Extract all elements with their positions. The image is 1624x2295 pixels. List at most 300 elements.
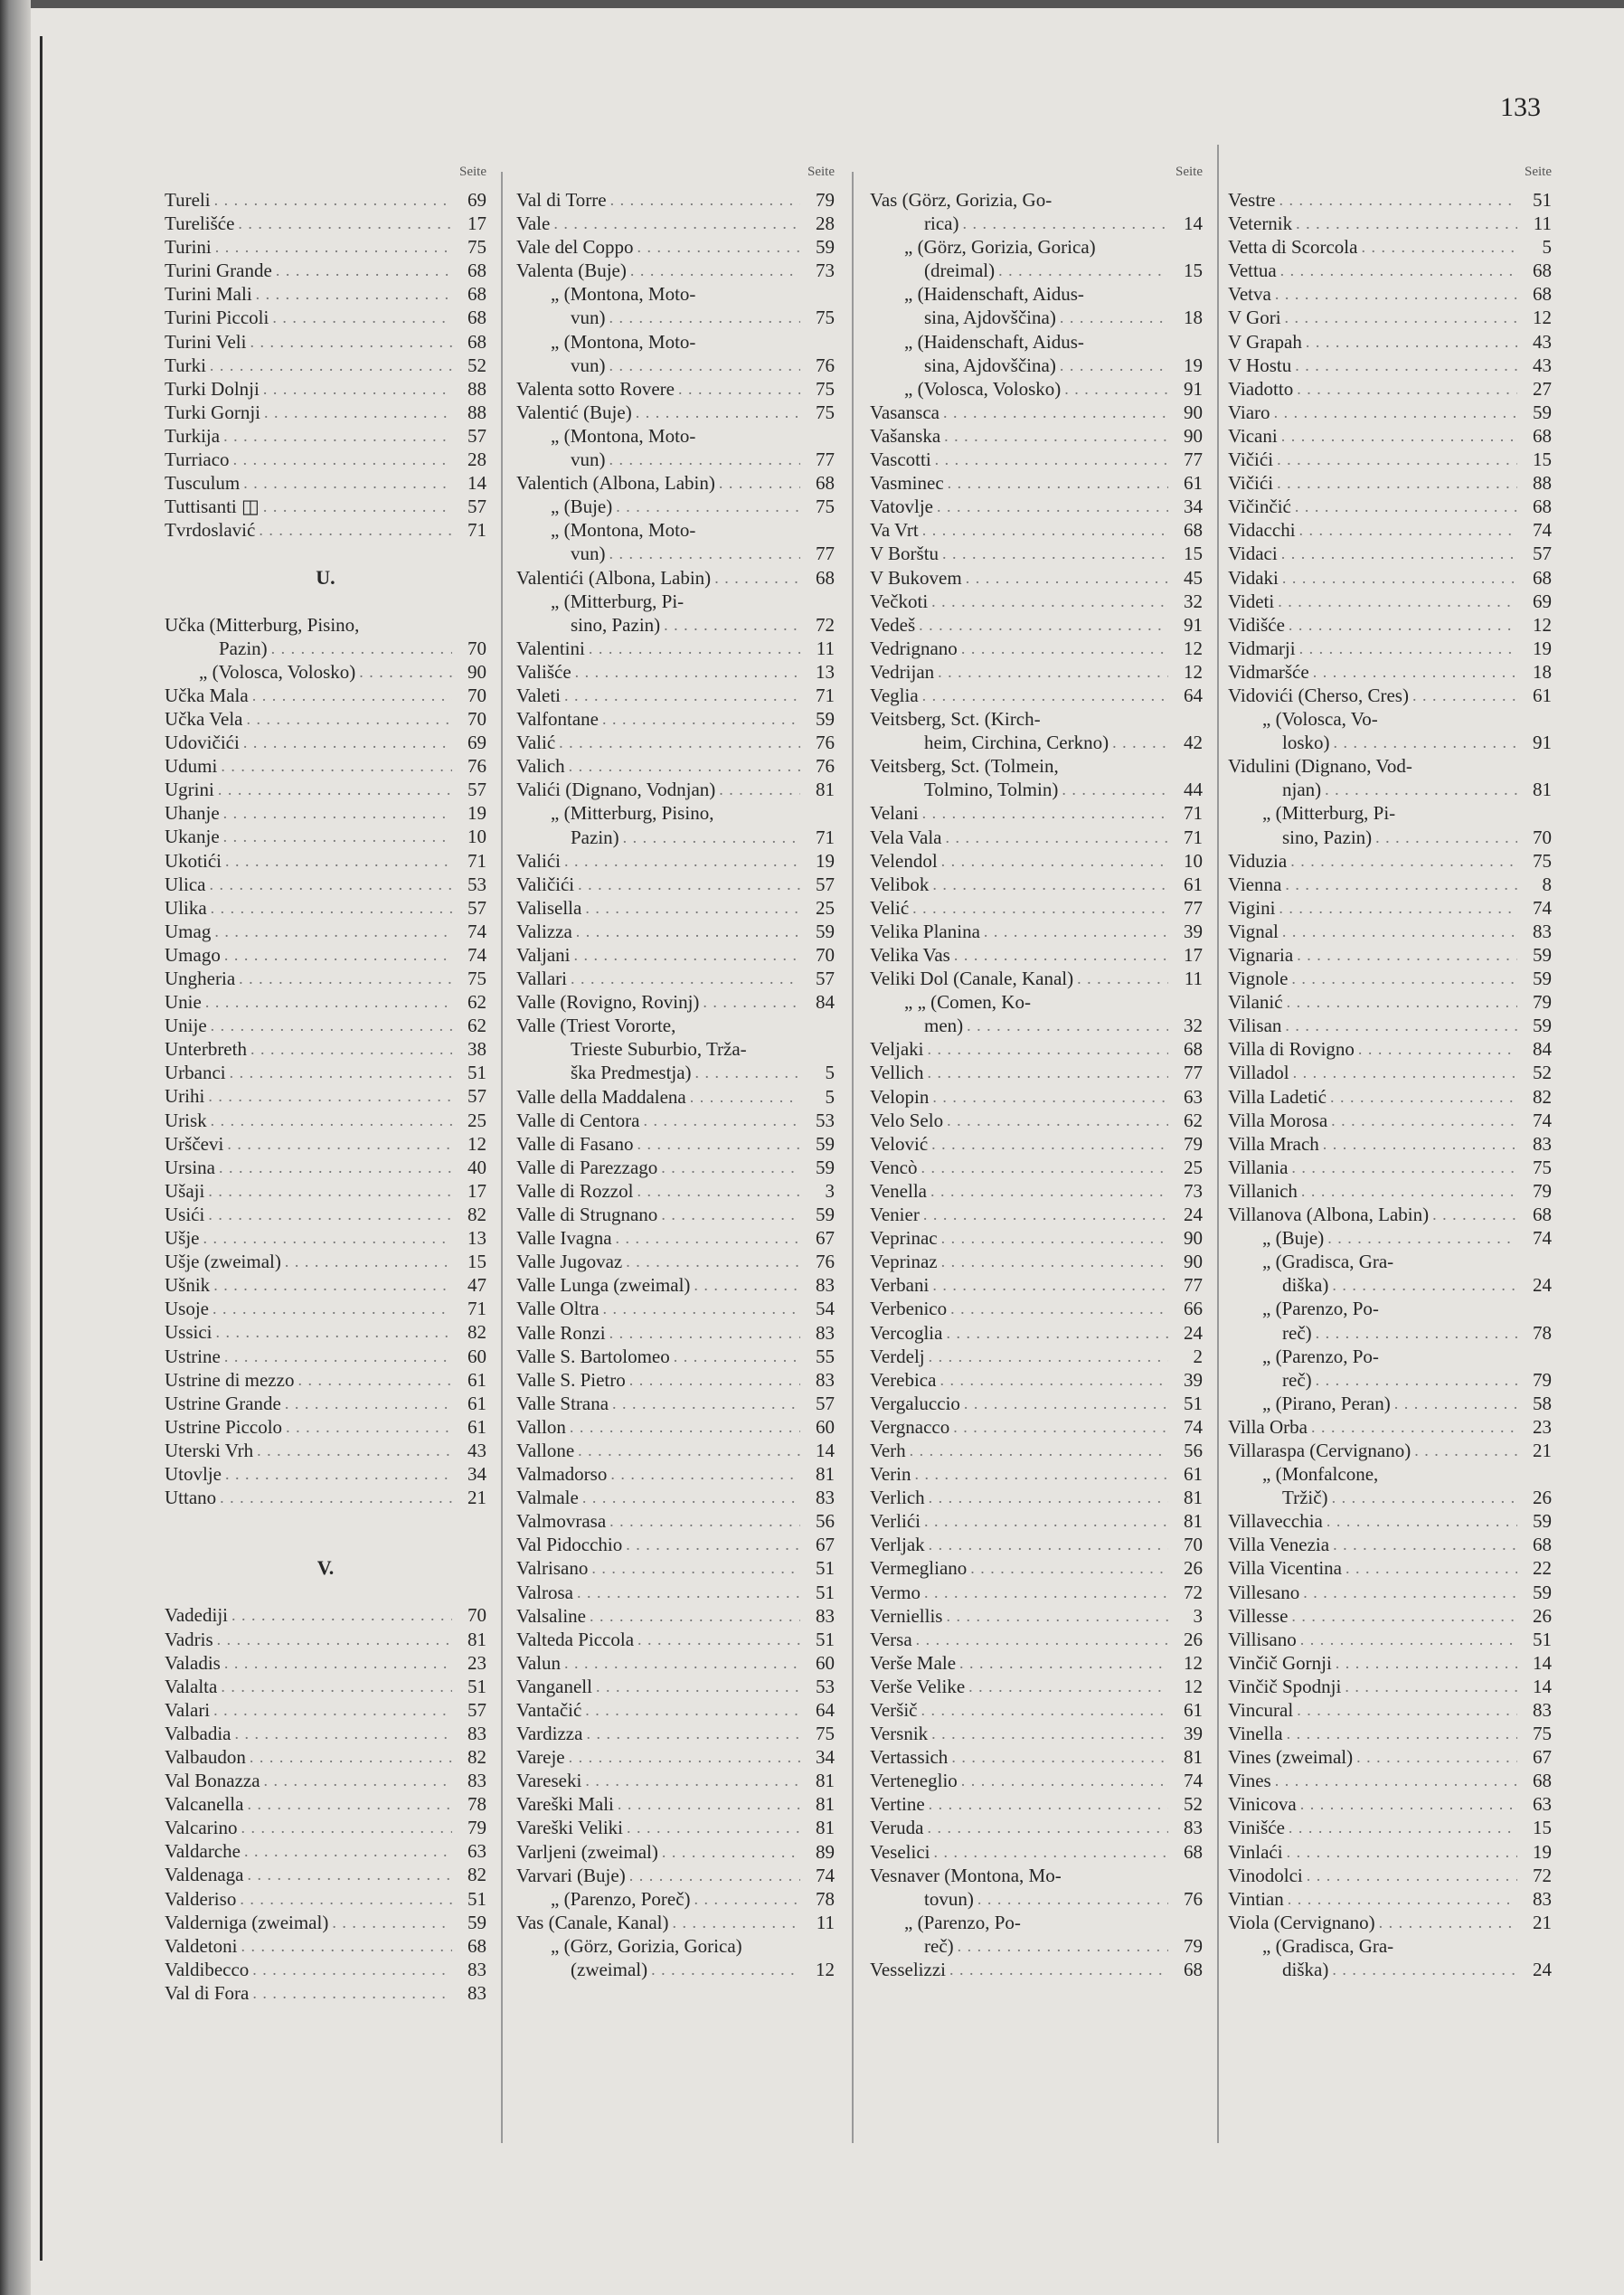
entry-text: Versnik	[870, 1723, 929, 1745]
leader-dots	[1280, 259, 1517, 282]
index-entry	[1228, 1226, 1552, 1250]
index-entry	[1228, 707, 1552, 754]
entry-text: Valenta sotto Rovere	[516, 377, 675, 400]
leader-dots	[609, 448, 801, 471]
entry-text: Veitsberg, Sct. (Kirch-	[870, 708, 1041, 731]
index-entry	[870, 1085, 1203, 1109]
entry-text: Utovlje	[165, 1462, 222, 1485]
index-entry	[1228, 1014, 1552, 1037]
index-entry	[1228, 849, 1552, 873]
leader-dots	[612, 1392, 800, 1415]
entry-text: Valun	[516, 1651, 561, 1674]
page-reference: 83	[1533, 1132, 1552, 1155]
entry-text: Vallari	[516, 968, 567, 990]
page-reference: 76	[816, 755, 835, 778]
index-entry	[1228, 1887, 1552, 1911]
index-entry	[1228, 1179, 1552, 1203]
entry-text: Verbani	[870, 1274, 930, 1297]
entry-text: Vedeš	[870, 613, 916, 636]
entry-text: „ (Parenzo, Po-	[1262, 1298, 1379, 1320]
entry-text: Tureli	[165, 189, 211, 211]
index-entry	[1228, 1604, 1552, 1628]
leader-dots	[209, 873, 452, 896]
index-entry	[516, 1368, 835, 1392]
index-entry	[870, 873, 1203, 896]
index-entry	[516, 707, 835, 731]
page-reference: 10	[467, 826, 486, 848]
leader-dots	[297, 1368, 452, 1392]
page-reference: 82	[467, 1746, 486, 1768]
leader-dots	[208, 1084, 452, 1108]
leader-dots	[1331, 1109, 1517, 1132]
entry-text: Verbenico	[870, 1298, 948, 1320]
leader-dots	[954, 943, 1168, 967]
entry-text: Veselici	[870, 1840, 930, 1863]
entry-text: Vilanić	[1228, 991, 1283, 1014]
entry-text: Vidulini (Dignano, Vod-	[1228, 755, 1412, 778]
index-entry	[1228, 354, 1552, 377]
entry-text: sino, Pazin)	[1282, 826, 1373, 848]
entry-text: Unterbreth	[165, 1038, 247, 1061]
page-reference: 68	[467, 260, 486, 282]
page-reference: 15	[1184, 260, 1203, 282]
page-reference: 59	[816, 1132, 835, 1155]
entry-text: Turini	[165, 236, 212, 259]
entry-text: Urbanci	[165, 1062, 226, 1084]
page-reference: 68	[1533, 1534, 1552, 1556]
entry-text: reč)	[924, 1934, 954, 1957]
leader-dots	[1316, 1321, 1517, 1345]
entry-text: Veliki Dol (Canale, Kanal)	[870, 968, 1074, 990]
page-reference: 83	[1533, 920, 1552, 942]
leader-dots	[931, 1132, 1168, 1156]
index-entry	[516, 660, 835, 684]
entry-text: reč)	[1282, 1368, 1312, 1391]
entry-text: Ursina	[165, 1156, 215, 1178]
index-entry	[516, 873, 835, 896]
page-reference: 51	[1184, 1392, 1203, 1414]
leader-dots	[944, 424, 1168, 448]
index-entry	[870, 1321, 1203, 1345]
index-entry	[516, 259, 835, 282]
entry-text: Val Pidocchio	[516, 1534, 623, 1556]
entry-text: Ušaji	[165, 1179, 205, 1202]
page-reference: 24	[1533, 1959, 1552, 1981]
leader-dots	[250, 330, 452, 354]
leader-dots	[573, 943, 800, 967]
entry-text: Veruda	[870, 1817, 924, 1839]
leader-dots	[609, 542, 801, 565]
leader-dots	[1345, 1675, 1517, 1698]
entry-text: Ustrine Piccolo	[165, 1415, 283, 1438]
leader-dots	[1289, 1816, 1517, 1839]
page-reference: 8	[1542, 873, 1552, 895]
index-entry	[165, 1156, 486, 1179]
index-entry	[165, 1273, 486, 1297]
page-reference: 21	[1533, 1911, 1552, 1933]
entry-text: Tržič)	[1282, 1487, 1328, 1509]
index-entry	[1228, 1911, 1552, 1934]
index-entry	[165, 518, 486, 542]
index-entry	[516, 1345, 835, 1368]
page-reference: 56	[816, 1510, 835, 1533]
entry-text: V Borštu	[870, 543, 939, 565]
page-reference: 45	[1184, 566, 1203, 589]
index-entry	[165, 825, 486, 848]
leader-dots	[211, 1014, 452, 1037]
index-entry	[870, 1556, 1203, 1580]
entry-text: „ (Mitterburg, Pi-	[1262, 802, 1396, 825]
page-reference: 73	[816, 260, 835, 282]
entry-text: ška Predmestja)	[571, 1062, 692, 1084]
entry-text: Vanganell	[516, 1675, 592, 1697]
leader-dots	[564, 1651, 800, 1675]
leader-dots	[1412, 684, 1517, 707]
index-entry	[516, 1864, 835, 1887]
page-reference: 14	[1184, 212, 1203, 235]
entry-text: diška)	[1282, 1274, 1329, 1297]
entry-text: Turini Piccoli	[165, 307, 269, 329]
leader-dots	[922, 684, 1168, 707]
leader-dots	[1361, 235, 1517, 259]
leader-dots	[1327, 1226, 1517, 1250]
entry-text: „ (Haidenschaft, Aidus-	[904, 330, 1084, 353]
entry-text: Turki	[165, 354, 206, 376]
page-reference: 68	[1184, 519, 1203, 542]
entry-text: Vetta di Scorcola	[1228, 236, 1358, 259]
entry-text: Tolmino, Tolmin)	[924, 779, 1059, 801]
index-entry	[165, 1415, 486, 1439]
index-entry	[516, 990, 835, 1014]
page-reference: 81	[1184, 1510, 1203, 1533]
entry-text: Valentich (Albona, Labin)	[516, 472, 715, 495]
page-reference: 77	[1184, 1062, 1203, 1084]
page-reference: 11	[1533, 212, 1552, 235]
entry-text: Veprinaz	[870, 1251, 938, 1273]
index-entry	[870, 1581, 1203, 1604]
entry-text: Vinicova	[1228, 1793, 1297, 1816]
entry-text: Ukotići	[165, 849, 222, 872]
entry-text: Valdibecco	[165, 1958, 250, 1980]
scan-left-edge	[0, 0, 31, 2295]
leader-dots	[919, 613, 1168, 637]
page-reference: 59	[816, 236, 835, 259]
index-entry	[1228, 259, 1552, 282]
leader-dots	[943, 401, 1168, 424]
entry-text: Vidaki	[1228, 566, 1279, 589]
page-reference: 15	[1533, 1817, 1552, 1839]
entry-text: Vestre	[1228, 189, 1276, 211]
page-reference: 79	[1533, 1368, 1552, 1391]
index-entry	[870, 1722, 1203, 1745]
index-entry	[165, 448, 486, 471]
entry-text: „ (Parenzo, Poreč)	[551, 1887, 691, 1910]
entry-text: sino, Pazin)	[571, 613, 661, 636]
page-reference: 51	[467, 1062, 486, 1084]
index-entry	[1228, 1509, 1552, 1533]
page-reference: 19	[1184, 354, 1203, 376]
page-reference: 81	[467, 1628, 486, 1650]
leader-dots	[1282, 566, 1517, 590]
index-entry	[165, 1084, 486, 1108]
index-entry	[1228, 1864, 1552, 1887]
page-reference: 68	[1533, 1770, 1552, 1792]
index-entry	[165, 754, 486, 778]
entry-text: Vines	[1228, 1770, 1271, 1792]
entry-text: Villa Mrach	[1228, 1132, 1319, 1155]
index-entry	[516, 1628, 835, 1651]
index-entry	[1228, 1203, 1552, 1226]
entry-text: Villanova (Albona, Labin)	[1228, 1204, 1430, 1226]
index-entry	[165, 943, 486, 967]
page-reference: 83	[1533, 1699, 1552, 1721]
leader-dots	[285, 1392, 452, 1415]
page-reference: 71	[1184, 826, 1203, 848]
page-reference: 90	[467, 660, 486, 683]
entry-text: Veternik	[1228, 212, 1293, 235]
page-reference: 91	[1184, 613, 1203, 636]
page-reference: 59	[1533, 1015, 1552, 1037]
entry-text: Valle Ronzi	[516, 1321, 606, 1344]
leader-dots	[651, 1958, 800, 1981]
index-entry	[1228, 212, 1552, 235]
leader-dots	[208, 1203, 452, 1226]
entry-text: Verin	[870, 1463, 911, 1486]
entry-text: Urisk	[165, 1109, 207, 1131]
page-reference: 59	[816, 1156, 835, 1178]
index-entry	[870, 613, 1203, 637]
entry-text: Valich	[516, 755, 565, 778]
entry-text: „ (Monfalcone,	[1262, 1463, 1379, 1486]
leader-dots	[946, 826, 1169, 849]
index-entry	[516, 1675, 835, 1698]
entry-text: Valbadia	[165, 1722, 231, 1744]
leader-dots	[1293, 1061, 1517, 1084]
leader-dots	[213, 1698, 452, 1722]
leader-dots	[1358, 1037, 1517, 1061]
entry-text: Tuttisanti ◫	[165, 496, 260, 518]
index-entry	[165, 1651, 486, 1675]
index-entry	[165, 1792, 486, 1816]
entry-text: Vedrignano	[870, 637, 958, 659]
entry-text: Veljaki	[870, 1038, 924, 1061]
page-reference: 68	[467, 283, 486, 306]
entry-text: Vadris	[165, 1628, 213, 1650]
index-entry	[165, 1392, 486, 1415]
index-entry	[870, 282, 1203, 329]
entry-text: Velo Selo	[870, 1109, 944, 1131]
leader-dots	[1060, 354, 1168, 377]
index-entry	[870, 518, 1203, 542]
index-entry	[1228, 1132, 1552, 1156]
section-gap	[165, 1533, 486, 1556]
entry-text: Veitsberg, Sct. (Tolmein,	[870, 755, 1059, 778]
index-entry	[870, 1628, 1203, 1651]
index-entry	[516, 1179, 835, 1203]
column-divider	[1217, 145, 1219, 2143]
page-reference: 55	[816, 1345, 835, 1367]
index-entry	[1228, 943, 1552, 967]
leader-dots	[947, 1109, 1168, 1132]
page-reference: 13	[816, 660, 835, 683]
index-entry	[1228, 377, 1552, 401]
index-entry	[1228, 1769, 1552, 1792]
leader-dots	[252, 684, 452, 707]
entry-text: Vilisan	[1228, 1015, 1282, 1037]
page-reference: 57	[467, 779, 486, 801]
page-reference: 70	[467, 637, 486, 659]
page-reference: 69	[467, 732, 486, 754]
leader-dots	[564, 849, 800, 873]
page-reference: 43	[467, 1439, 486, 1461]
page-reference: 19	[816, 849, 835, 872]
entry-text: Vinodolci	[1228, 1864, 1303, 1886]
entry-text: Urščevi	[165, 1132, 224, 1155]
leader-dots	[1301, 1179, 1517, 1203]
index-entry	[516, 282, 835, 329]
page-reference: 81	[816, 1770, 835, 1792]
leader-dots	[591, 1556, 800, 1580]
page-reference: 81	[1184, 1487, 1203, 1509]
index-entry	[516, 637, 835, 660]
leader-dots	[1274, 401, 1517, 424]
leader-dots	[1282, 920, 1517, 943]
index-entry	[870, 684, 1203, 707]
entry-list	[1228, 188, 1552, 1981]
leader-dots	[964, 1392, 1168, 1415]
leader-dots	[1281, 542, 1517, 565]
page-reference: 25	[816, 896, 835, 919]
index-entry	[870, 1651, 1203, 1675]
leader-dots	[286, 1415, 452, 1439]
entry-text: Valle S. Pietro	[516, 1368, 626, 1391]
page-reference: 27	[1533, 377, 1552, 400]
entry-text: Valmale	[516, 1487, 579, 1509]
index-entry	[516, 731, 835, 754]
page-reference: 68	[1184, 1038, 1203, 1061]
entry-text: Videti	[1228, 590, 1275, 612]
leader-dots	[233, 448, 452, 471]
index-entry	[1228, 896, 1552, 920]
leader-dots	[1313, 660, 1517, 684]
entry-text: Verlići	[870, 1510, 921, 1533]
index-entry	[516, 1533, 835, 1556]
page-reference: 12	[1184, 1651, 1203, 1674]
entry-text: Vadediji	[165, 1604, 228, 1627]
index-entry	[870, 1816, 1203, 1839]
page-reference: 83	[1184, 1817, 1203, 1839]
entry-text: Valfontane	[516, 708, 599, 731]
index-entry	[516, 801, 835, 848]
entry-text: „ (Gradisca, Gra-	[1262, 1251, 1394, 1273]
page-reference: 57	[467, 496, 486, 518]
entry-text: diška)	[1282, 1959, 1329, 1981]
entry-text: Va Vrt	[870, 519, 919, 542]
index-entry	[165, 1132, 486, 1156]
index-entry	[165, 401, 486, 424]
entry-text: Valdarche	[165, 1840, 241, 1863]
index-entry	[165, 849, 486, 873]
leader-dots	[942, 542, 1168, 565]
page-reference: 67	[1533, 1746, 1552, 1769]
leader-dots	[203, 1226, 453, 1250]
entry-text: Valle di Rozzol	[516, 1179, 634, 1202]
entry-text: Valderniga (zweimal)	[165, 1911, 329, 1933]
leader-dots	[225, 849, 452, 873]
leader-dots	[224, 1345, 452, 1368]
page-reference: 51	[1533, 189, 1552, 211]
leader-dots	[1279, 188, 1517, 212]
page-reference: 77	[1184, 896, 1203, 919]
entry-text: „ (Mitterburg, Pi-	[551, 590, 685, 612]
index-entry	[1228, 448, 1552, 471]
index-entry	[1228, 518, 1552, 542]
index-entry	[1228, 1250, 1552, 1297]
index-entry	[516, 1840, 835, 1864]
entry-text: vun)	[571, 307, 606, 329]
entry-text: Vidaci	[1228, 543, 1278, 565]
index-entry	[870, 990, 1203, 1037]
leader-dots	[1297, 1698, 1517, 1722]
entry-text: vun)	[571, 543, 606, 565]
entry-text: „ (Görz, Gorizia, Gorica)	[904, 236, 1096, 259]
page-reference: 90	[1184, 1251, 1203, 1273]
page-reference: 77	[816, 543, 835, 565]
entry-text: Ušnik	[165, 1274, 211, 1297]
index-entry	[870, 1415, 1203, 1439]
page-reference: 53	[816, 1675, 835, 1697]
entry-text: Velović	[870, 1132, 929, 1155]
index-entry	[1228, 590, 1552, 613]
entry-text: Val di Fora	[165, 1981, 250, 2004]
leader-dots	[931, 590, 1168, 613]
entry-text: Trieste Suburbio, Trža-	[571, 1038, 747, 1061]
entry-text: Ukanje	[165, 826, 220, 848]
page-reference: 73	[1184, 1179, 1203, 1202]
index-entry	[870, 1203, 1203, 1226]
entry-text: Ussici	[165, 1321, 212, 1344]
index-entry	[165, 1769, 486, 1792]
entry-text: rica)	[924, 212, 959, 235]
entry-text: Vencò	[870, 1156, 918, 1178]
entry-text: Vertine	[870, 1793, 925, 1816]
page-reference: 52	[467, 354, 486, 376]
page-reference: 75	[816, 1723, 835, 1745]
entry-text: Vascotti	[870, 449, 931, 471]
index-entry	[516, 590, 835, 637]
entry-text: Umag	[165, 920, 212, 942]
index-entry	[165, 1297, 486, 1320]
page-reference: 14	[1533, 1675, 1552, 1697]
page-reference: 11	[1184, 968, 1203, 990]
leader-dots	[629, 1368, 800, 1392]
entry-text: Turini Mali	[165, 283, 252, 306]
leader-dots	[932, 1085, 1168, 1109]
entry-text: Ustrine	[165, 1345, 221, 1367]
leader-dots	[958, 1934, 1168, 1958]
leader-dots	[1336, 1651, 1517, 1675]
entry-text: „ (Parenzo, Po-	[1262, 1345, 1379, 1367]
page-reference: 61	[467, 1392, 486, 1414]
leader-dots	[272, 306, 452, 329]
page-reference: 21	[467, 1487, 486, 1509]
entry-text: „ (Buje)	[1262, 1227, 1325, 1250]
entry-text: Valle S. Bartolomeo	[516, 1345, 670, 1367]
page-reference: 42	[1184, 732, 1203, 754]
index-entry	[165, 684, 486, 707]
entry-text: Verniellis	[870, 1604, 943, 1627]
entry-text: Valle Lunga (zweimal)	[516, 1274, 691, 1297]
